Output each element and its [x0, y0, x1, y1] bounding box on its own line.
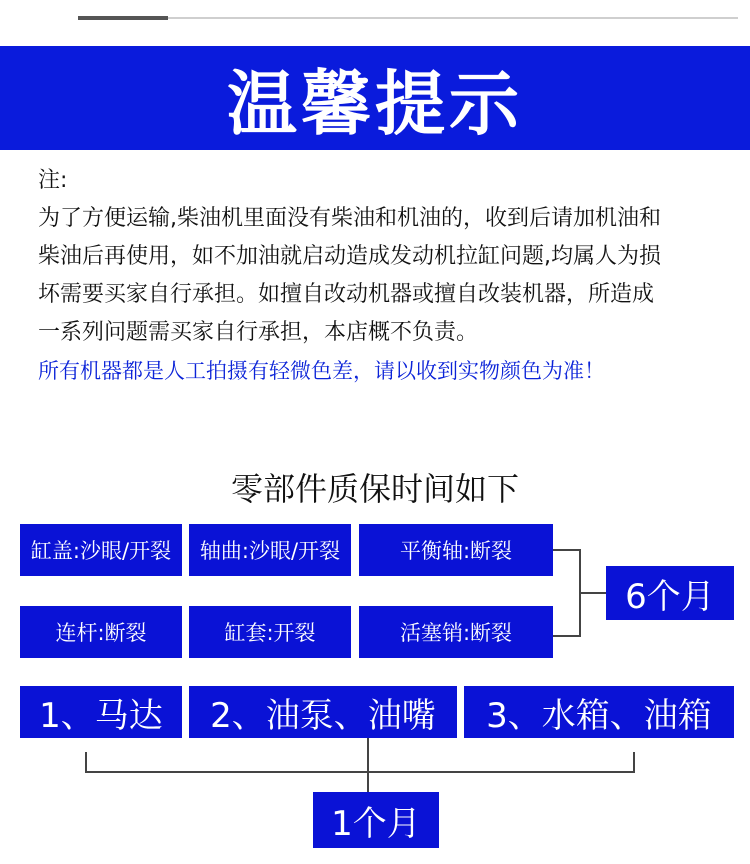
part-box-piston-pin: 活塞销:断裂: [359, 606, 553, 658]
warranty-title: 零部件质保时间如下: [230, 470, 519, 508]
notice-line: 坏需要买家自行承担。如擅自改动机器或擅自改装机器，所造成: [38, 282, 655, 307]
part-box-water-oil-tank: 3、水箱、油箱: [464, 686, 734, 738]
notice-line: 柴油后再使用，如不加油就启动造成发动机拉缸问题,均属人为损: [38, 244, 661, 269]
part-box-motor: 1、马达: [20, 686, 182, 738]
bracket-line: [633, 752, 635, 772]
banner-title: 温馨提示: [227, 62, 523, 145]
six-month-label: 6个月: [606, 566, 734, 620]
part-box-cylinder-head: 缸盖:沙眼/开裂: [20, 524, 182, 576]
notice-line: 一系列问题需买家自行承担，本店概不负责。: [38, 320, 479, 345]
notice-line: 注:: [38, 168, 68, 193]
top-divider: [168, 17, 738, 19]
part-box-oil-pump-nozzle: 2、油泵、油嘴: [189, 686, 457, 738]
one-month-label: 1个月: [313, 792, 439, 848]
bracket-line: [85, 752, 87, 772]
bracket-line: [553, 635, 580, 637]
part-box-cylinder-liner: 缸套:开裂: [189, 606, 351, 658]
color-difference-note: 所有机器都是人工拍摄有轻微色差，请以收到实物颜色为准！: [38, 359, 605, 383]
bracket-line: [367, 738, 369, 792]
notice-text: [38, 162, 728, 390]
top-divider-accent: [78, 16, 168, 20]
bracket-line: [85, 771, 635, 773]
part-box-balance-shaft: 平衡轴:断裂: [359, 524, 553, 576]
banner: [0, 46, 750, 150]
notice-line: 为了方便运输,柴油机里面没有柴油和机油的，收到后请加机油和: [38, 206, 661, 231]
part-box-crankshaft: 轴曲:沙眼/开裂: [189, 524, 351, 576]
bracket-line: [553, 549, 580, 551]
part-box-connecting-rod: 连杆:断裂: [20, 606, 182, 658]
bracket-line: [580, 592, 606, 594]
